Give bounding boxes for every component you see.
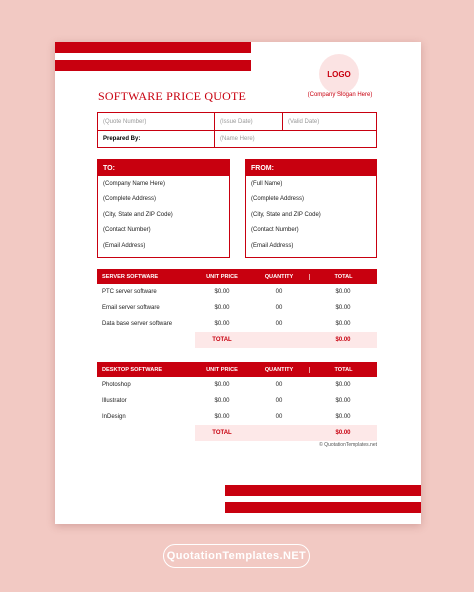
from-box (245, 159, 377, 258)
table-row (97, 300, 377, 316)
item-name: Data base server software (102, 321, 173, 327)
from-line: (Full Name) (251, 180, 283, 187)
issue-date-field: (Issue Date) (214, 113, 282, 130)
to-line: (Contact Number) (103, 227, 151, 234)
unit-price: $0.00 (214, 305, 230, 311)
to-line: (Email Address) (103, 242, 146, 249)
from-heading: FROM: (246, 160, 376, 176)
total-value: $0.00 (335, 337, 351, 343)
column-header: UNIT PRICE (206, 366, 238, 373)
table-header (97, 362, 377, 377)
to-box (97, 159, 230, 258)
column-header: QUANTITY (264, 273, 294, 280)
item-name: InDesign (102, 414, 126, 420)
column-header: UNIT PRICE (206, 273, 238, 280)
document-title: SOFTWARE PRICE QUOTE (98, 89, 247, 103)
from-line: (Email Address) (251, 242, 294, 249)
table-row (97, 284, 377, 300)
quantity: 00 (275, 414, 283, 420)
quantity: 00 (275, 289, 283, 295)
total-label: TOTAL (212, 430, 232, 436)
item-name: Illustrator (102, 398, 127, 404)
logo-placeholder (319, 54, 359, 94)
table-header (97, 269, 377, 284)
quantity: 00 (275, 321, 283, 327)
line-total: $0.00 (335, 289, 351, 295)
unit-price: $0.00 (214, 398, 230, 404)
from-line: (City, State and ZIP Code) (251, 211, 321, 218)
prepared-by-field: (Name Here) (214, 131, 376, 147)
table-row (97, 409, 377, 425)
total-label: TOTAL (212, 337, 232, 343)
table-total-row (97, 425, 377, 441)
unit-price: $0.00 (214, 414, 230, 420)
column-header: TOTAL (309, 367, 377, 373)
line-total: $0.00 (335, 398, 351, 404)
top-bar-1 (55, 42, 251, 53)
top-bar-2 (55, 60, 251, 71)
quantity: 00 (275, 305, 283, 311)
total-value: $0.00 (335, 430, 351, 436)
item-name: Photoshop (102, 382, 131, 388)
company-slogan: (Company Slogan Here) (307, 92, 373, 98)
table-row (97, 393, 377, 409)
bottom-bar-2 (225, 502, 421, 513)
line-total: $0.00 (335, 414, 351, 420)
quantity: 00 (275, 398, 283, 404)
prepared-by-label: Prepared By: (103, 136, 141, 142)
quote-meta-box (97, 112, 377, 148)
item-name: Email server software (102, 305, 160, 311)
quantity: 00 (275, 382, 283, 388)
to-heading: TO: (98, 160, 229, 176)
line-total: $0.00 (335, 382, 351, 388)
line-total: $0.00 (335, 305, 351, 311)
credit-text: © QuotationTemplates.net (319, 442, 377, 448)
meta-row-dates (98, 113, 376, 130)
server-software-table (97, 269, 377, 348)
meta-row-prepared (98, 130, 376, 147)
column-header: QUANTITY (264, 366, 294, 373)
from-line: (Complete Address) (251, 196, 305, 203)
to-line: (Company Name Here) (103, 180, 166, 187)
unit-price: $0.00 (214, 321, 230, 327)
desktop-software-table (97, 362, 377, 441)
from-line: (Contact Number) (251, 227, 299, 234)
quote-sheet (55, 42, 421, 524)
brand-link[interactable]: QuotationTemplates.NET (163, 544, 310, 568)
column-header: SERVER SOFTWARE (102, 273, 159, 280)
table-row (97, 377, 377, 393)
table-total-row (97, 332, 377, 348)
unit-price: $0.00 (214, 289, 230, 295)
bottom-bar-1 (225, 485, 421, 496)
line-total: $0.00 (335, 321, 351, 327)
to-line: (City, State and ZIP Code) (103, 211, 173, 218)
quote-number-field: (Quote Number) (103, 118, 147, 125)
item-name: PTC server software (102, 289, 157, 295)
column-header: DESKTOP SOFTWARE (102, 366, 163, 373)
column-header: TOTAL (309, 274, 377, 280)
to-line: (Complete Address) (103, 196, 157, 203)
logo-label: LOGO (327, 69, 351, 79)
unit-price: $0.00 (214, 382, 230, 388)
valid-date-field: (Valid Date) (282, 113, 376, 130)
table-row (97, 316, 377, 332)
